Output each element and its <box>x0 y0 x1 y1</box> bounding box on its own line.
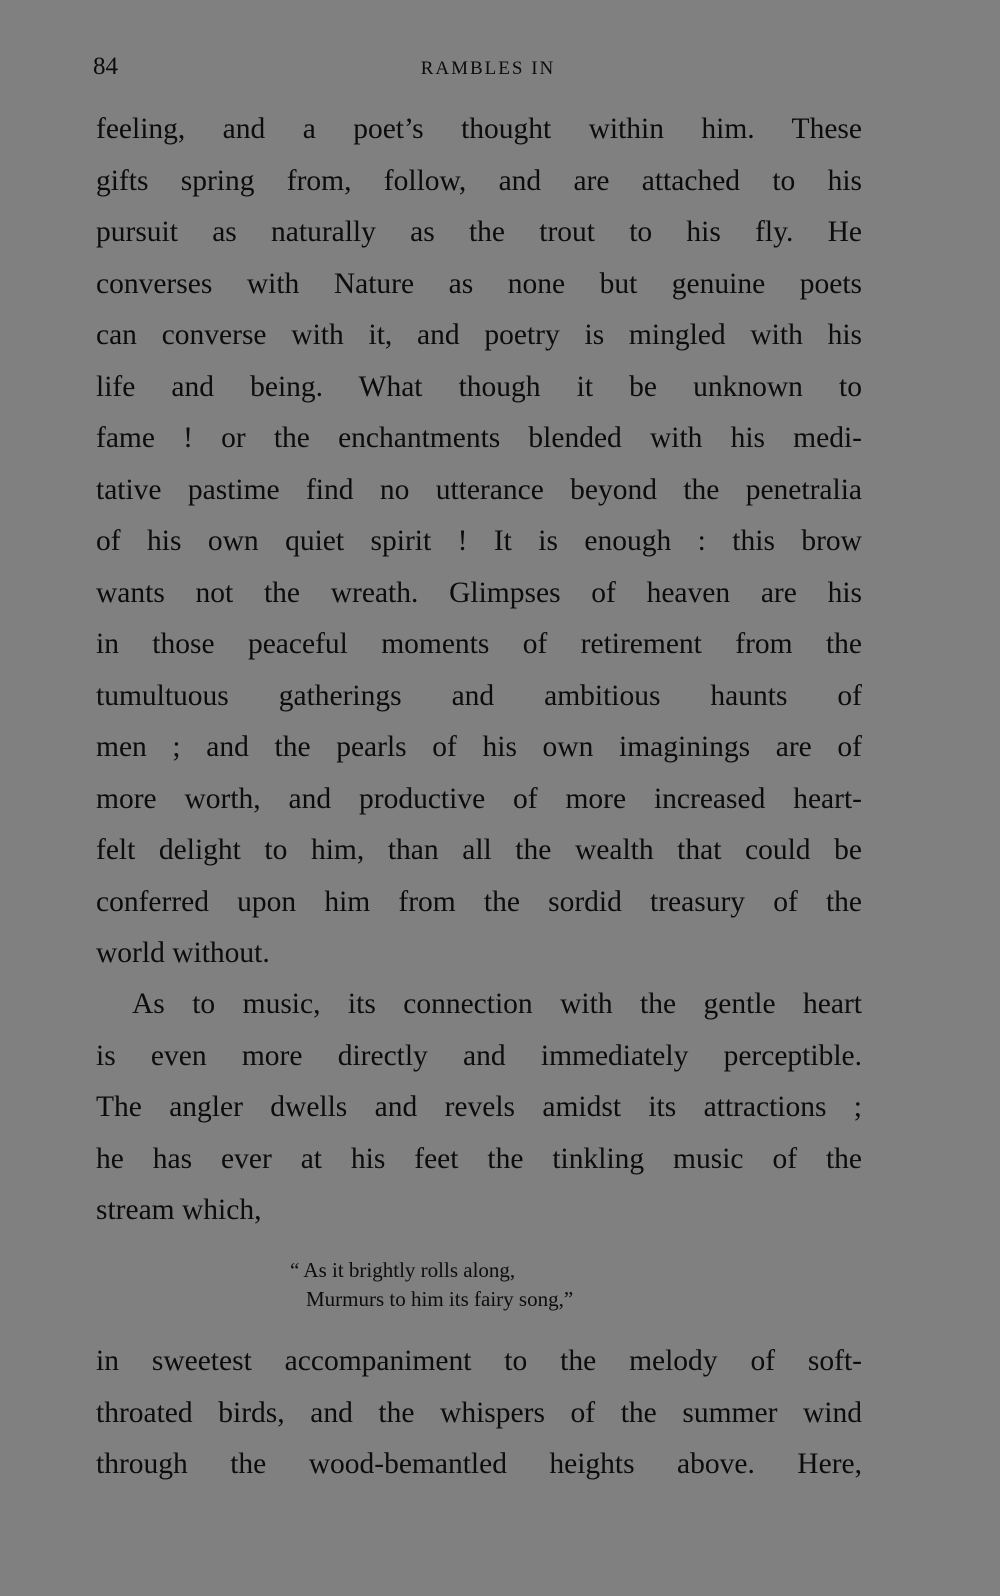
text-line: can converse with it, and poetry is mingled with his <box>96 319 862 351</box>
text-line: life and being. What though it be unknown to <box>96 370 862 403</box>
text-line: wants not the wreath. Glimpses of heaven are his <box>96 576 862 609</box>
text-line: conferred upon him from the sordid treasury of the <box>96 885 862 918</box>
page-header <box>93 52 863 82</box>
running-head: RAMBLES IN <box>420 58 556 79</box>
text-line: As to music, its connection with the gentle heart <box>132 988 862 1020</box>
verse-line: “ As it brightly rolls along, <box>290 1258 516 1282</box>
paragraph-3 <box>96 1336 862 1491</box>
text-line: tative pastime find no utterance beyond the penetralia <box>96 473 862 506</box>
text-line: of his own quiet spirit ! It is enough : this brow <box>96 525 862 557</box>
text-line: stream which, <box>96 1194 262 1226</box>
text-line: he has ever at his feet the tinkling music of the <box>96 1142 862 1175</box>
text-line: tumultuous gatherings and ambitious haunts of <box>96 679 862 712</box>
paragraph-1 <box>96 104 862 980</box>
text-line: felt delight to him, than all the wealth that could be <box>96 834 862 866</box>
verse-quotation <box>290 1256 710 1314</box>
text-line: converses with Nature as none but genuine poets <box>96 267 862 300</box>
text-line: feeling, and a poet’s thought within him. These <box>96 113 862 145</box>
text-line: in those peaceful moments of retirement from the <box>96 628 862 660</box>
text-line: gifts spring from, follow, and are attached to his <box>96 164 862 197</box>
text-line: pursuit as naturally as the trout to his fly. He <box>96 216 862 248</box>
text-line: more worth, and productive of more increased heart- <box>96 782 862 815</box>
text-line: fame ! or the enchantments blended with his medi- <box>96 422 862 454</box>
verse-line: Murmurs to him its fairy song,” <box>306 1287 574 1311</box>
text-line: throated birds, and the whispers of the summer wind <box>96 1396 862 1429</box>
text-line: The angler dwells and revels amidst its attractions ; <box>96 1091 862 1123</box>
paragraph-2 <box>96 979 862 1237</box>
text-line: is even more directly and immediately perceptible. <box>96 1039 862 1072</box>
page-number: 84 <box>93 53 118 80</box>
text-line: world without. <box>96 937 270 969</box>
text-line: in sweetest accompaniment to the melody of soft- <box>96 1345 862 1377</box>
text-line: through the wood-bemantled heights above. Here, <box>96 1448 862 1480</box>
text-line: men ; and the pearls of his own imaginings are of <box>96 731 862 763</box>
